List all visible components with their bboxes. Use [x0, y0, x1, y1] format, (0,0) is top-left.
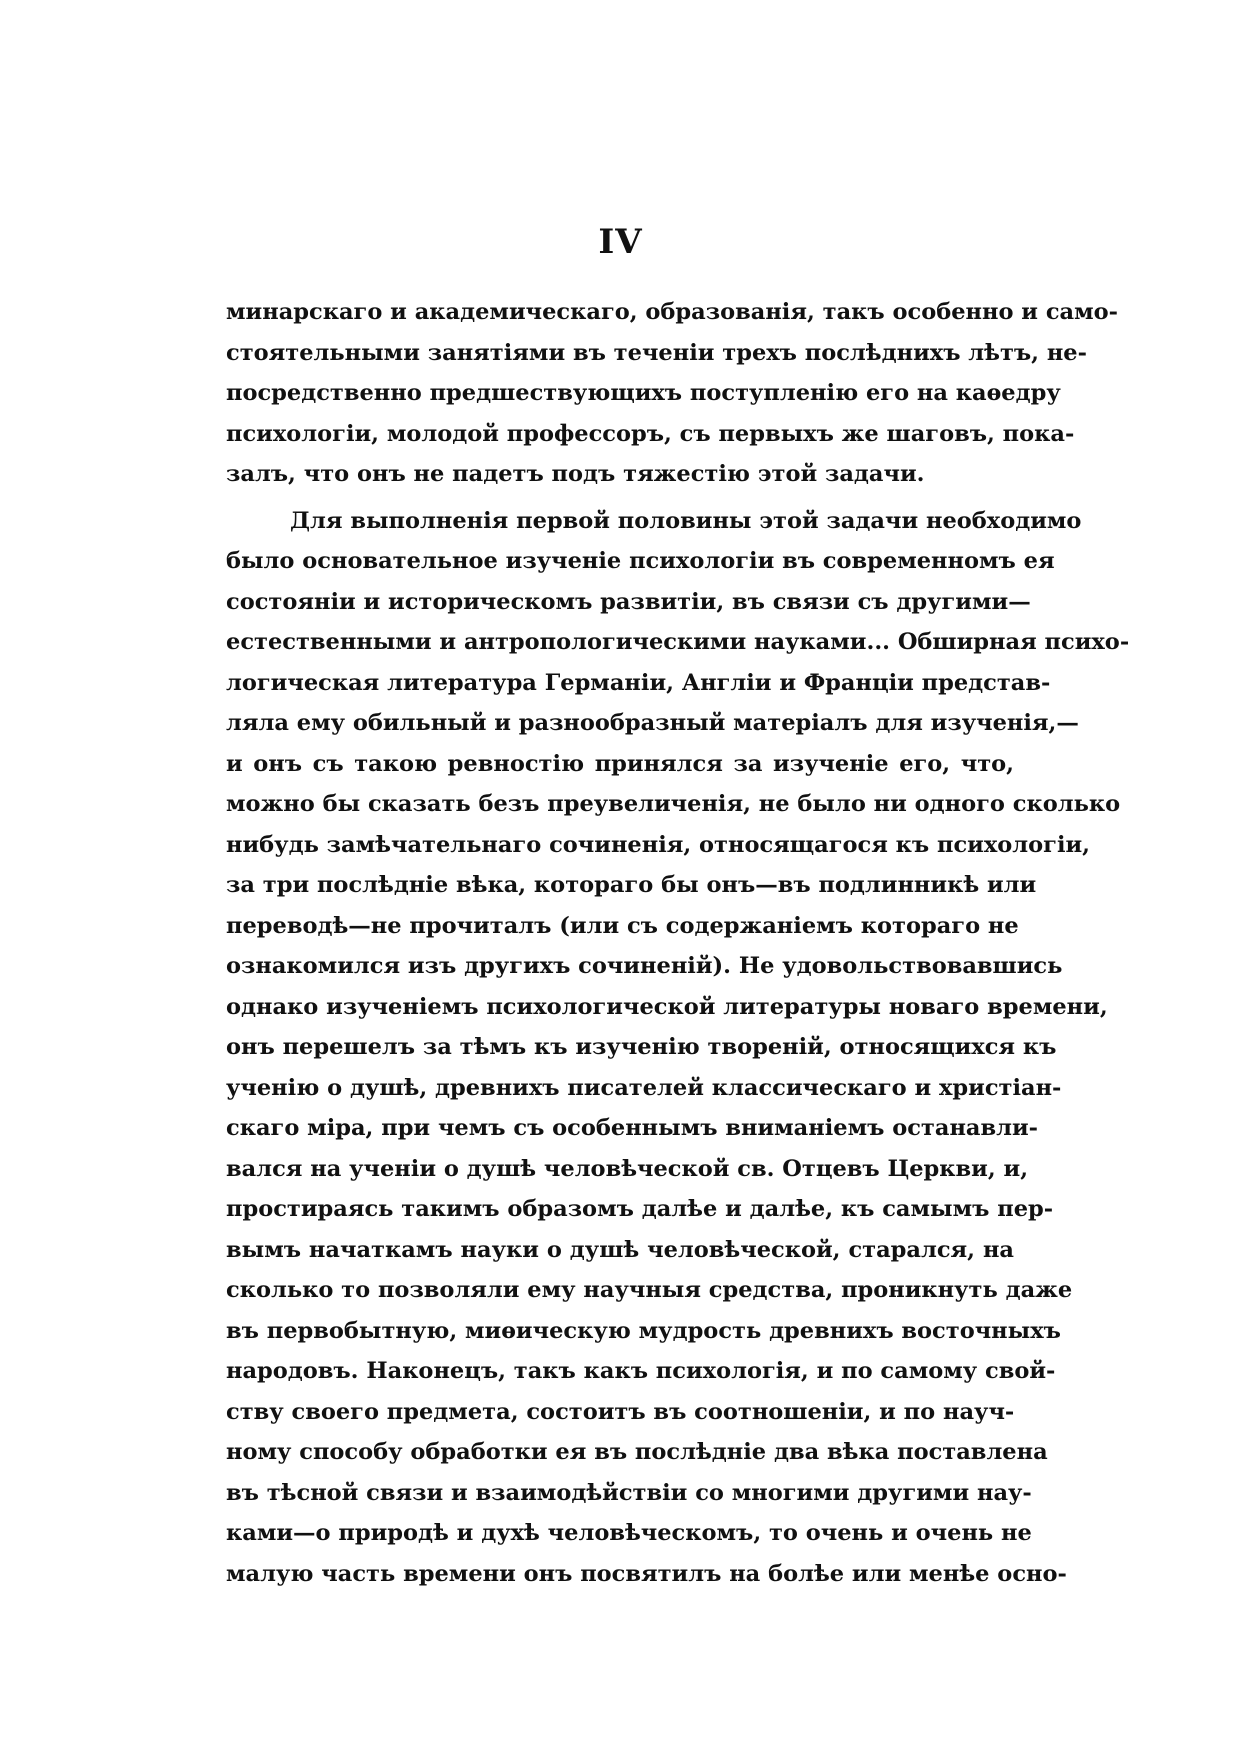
text-line: Для выполненія первой половины этой задачи необходимо [290, 507, 1082, 534]
paragraph [226, 501, 1130, 1595]
text-line: ознакомился изъ другихъ сочиненій). Не удовольствовавшись [226, 953, 1063, 979]
text-line: скаго міра, при чемъ съ особеннымъ вниманіемъ останавли- [226, 1115, 1039, 1141]
text-line: переводѣ—не прочиталъ (или съ содержаніемъ котораго не [226, 912, 1019, 939]
text-line: однако изученіемъ психологической литературы новаго времени, [226, 993, 1108, 1020]
text-line: народовъ. Наконецъ, такъ какъ психологія, и по самому свой- [226, 1358, 1056, 1384]
page-number: IV [598, 222, 643, 262]
text-line: психологіи, молодой профессоръ, съ первыхъ же шаговъ, пока- [226, 420, 1075, 447]
text-line: сколько то позволяли ему научныя средства, проникнуть даже [226, 1277, 1073, 1303]
text-line: логическая литература Германіи, Англіи и Франціи представ- [226, 669, 1051, 696]
text-line: нибудь замѣчательнаго сочиненія, относящагося къ психологіи, [226, 831, 1091, 858]
text-line: ному способу обработки ея въ послѣдніе два вѣка поставлена [226, 1439, 1048, 1465]
text-line: вымъ начаткамъ науки о душѣ человѣческой, старался, на [226, 1236, 1014, 1263]
text-line: за три послѣдніе вѣка, котораго бы онъ—въ подлинникѣ или [226, 872, 1037, 898]
text-line: было основательное изученіе психологіи въ современномъ ея [226, 548, 1055, 574]
text-line: вался на ученіи о душѣ человѣческой св. Отцевъ Церкви, и, [226, 1155, 1029, 1182]
text-line: и онъ съ такою ревностію принялся за изученіе его, что, [226, 750, 1014, 777]
paragraph [226, 292, 1118, 495]
body-text [226, 292, 1130, 1594]
text-line: онъ перешелъ за тѣмъ къ изученію твореній, относящихся къ [226, 1034, 1057, 1060]
text-line: ками—о природѣ и духѣ человѣческомъ, то очень и очень не [226, 1520, 1032, 1546]
text-line: естественными и антропологическими науками... Обширная психо- [226, 629, 1130, 655]
text-line: можно бы сказать безъ преувеличенія, не было ни одного сколько [226, 791, 1121, 817]
text-line: въ тѣсной связи и взаимодѣйствіи со многими другими нау- [226, 1479, 1032, 1506]
text-line: минарскаго и академическаго, образованія, такъ особенно и само- [226, 299, 1118, 325]
text-line: малую часть времени онъ посвятилъ на болѣе или менѣе осно- [226, 1560, 1067, 1587]
text-line: стоятельными занятіями въ теченіи трехъ послѣднихъ лѣтъ, не- [226, 339, 1087, 366]
text-line: залъ, что онъ не падетъ подъ тяжестію этой задачи. [226, 461, 925, 487]
text-line: ляла ему обильный и разнообразный матеріалъ для изученія,— [226, 710, 1079, 736]
text-line: состояніи и историческомъ развитіи, въ связи съ другими— [226, 588, 1031, 615]
text-line: въ первобытную, миѳическую мудрость древнихъ восточныхъ [226, 1317, 1061, 1344]
text-line: ству своего предмета, состоитъ въ соотношеніи, и по науч- [226, 1398, 1015, 1425]
text-line: простираясь такимъ образомъ далѣе и далѣе, къ самымъ пер- [226, 1196, 1054, 1222]
text-line: ученію о душѣ, древнихъ писателей классическаго и христіан- [226, 1074, 1062, 1101]
text-line: посредственно предшествующихъ поступленію его на каѳедру [226, 380, 1061, 406]
